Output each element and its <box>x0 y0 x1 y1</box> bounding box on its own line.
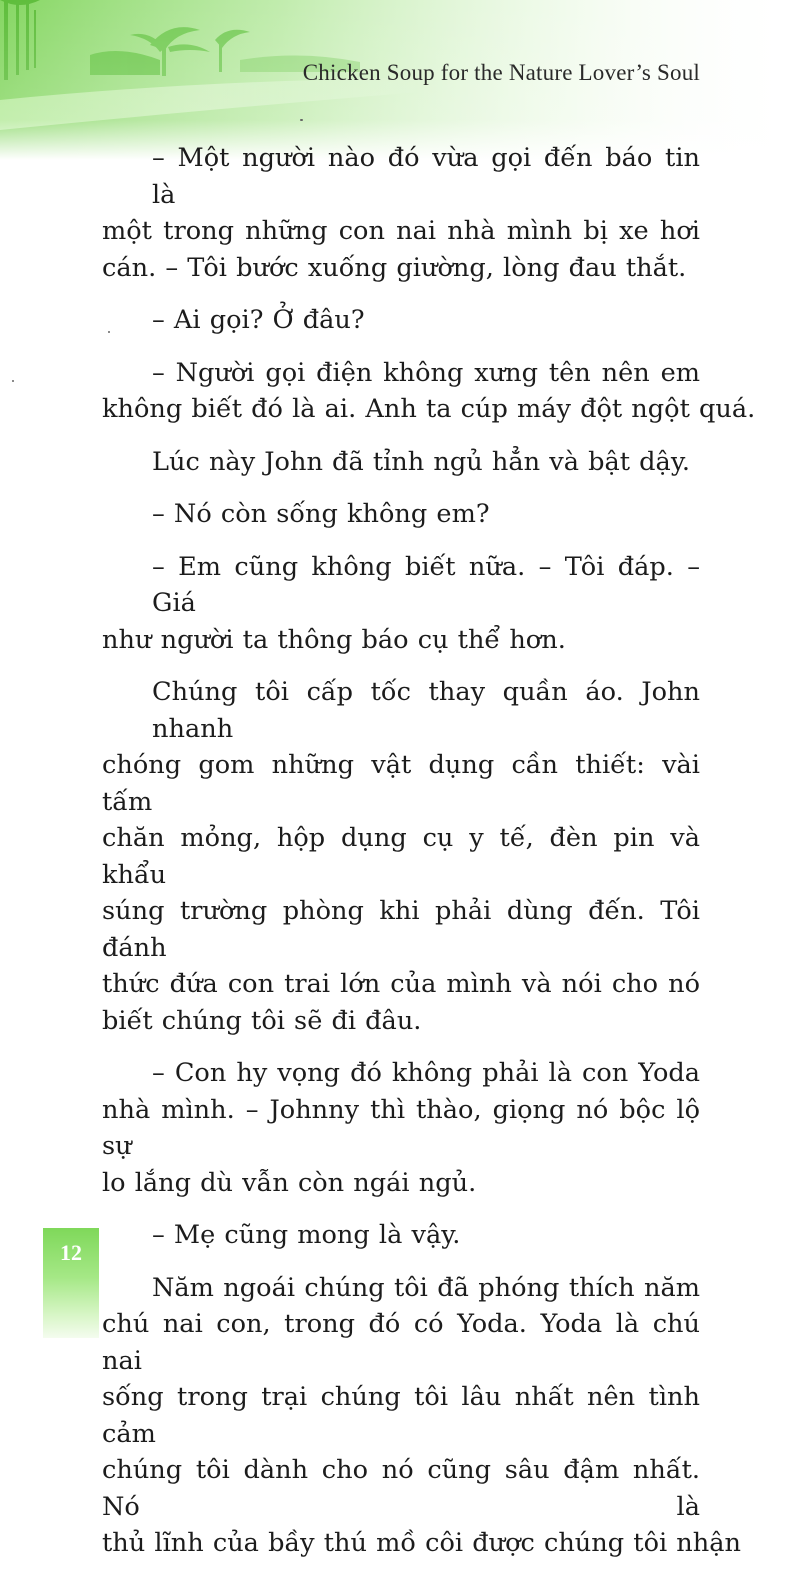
paragraph <box>102 496 700 533</box>
text-line: Năm ngoái chúng tôi đã phóng thích năm <box>152 1272 700 1303</box>
text-line: chú nai con, trong đó có Yoda. Yoda là chú nai <box>102 1309 700 1376</box>
paragraph <box>102 1055 700 1201</box>
text-line: chăn mỏng, hộp dụng cụ y tế, đèn pin và khẩu <box>102 823 700 890</box>
text-line: – Người gọi điện không xưng tên nên em <box>152 357 700 388</box>
text-line: súng trường phòng khi phải dùng đến. Tôi đánh <box>102 896 700 963</box>
text-line: như người ta thông báo cụ thể hơn. <box>102 624 566 655</box>
text-line: một trong những con nai nhà mình bị xe hơi <box>102 216 700 246</box>
text-line: chóng gom những vật dụng cần thiết: vài tấm <box>102 750 700 817</box>
print-speck <box>12 380 14 382</box>
print-speck <box>300 119 303 121</box>
text-line: – Con hy vọng đó không phải là con Yoda <box>152 1058 700 1088</box>
running-title: Chicken Soup for the Nature Lover’s Soul <box>302 60 700 85</box>
text-line: – Mẹ cũng mong là vậy. <box>152 1220 461 1250</box>
text-line: biết chúng tôi sẽ đi đâu. <box>102 1005 422 1036</box>
paragraph <box>102 444 700 481</box>
text-line: sống trong trại chúng tôi lâu nhất nên tình cảm <box>102 1382 700 1449</box>
paragraph <box>102 302 700 339</box>
text-line: nhà mình. – Johnny thì thào, giọng nó bộc lộ sự <box>102 1094 700 1161</box>
text-line: thức đứa con trai lớn của mình và nói cho nó <box>102 969 700 999</box>
text-line: – Một người nào đó vừa gọi đến báo tin là <box>152 143 700 210</box>
text-line: – Nó còn sống không em? <box>152 499 490 529</box>
text-line: chúng tôi dành cho nó cũng sâu đậm nhất. Nó là <box>102 1455 700 1522</box>
paragraph <box>102 1217 700 1254</box>
paragraph <box>102 674 700 1039</box>
paragraph <box>102 140 700 286</box>
text-line: Chúng tôi cấp tốc thay quần áo. John nhanh <box>152 677 700 744</box>
paragraph <box>102 549 700 659</box>
paragraph <box>102 1270 742 1562</box>
paragraph <box>102 355 756 428</box>
text-line: thủ lĩnh của bầy thú mồ côi được chúng tôi nhận <box>102 1528 742 1558</box>
text-line: – Em cũng không biết nữa. – Tôi đáp. – Giá <box>152 551 700 618</box>
text-line: không biết đó là ai. Anh ta cúp máy đột ngột quá. <box>102 394 756 424</box>
text-line: Lúc này John đã tỉnh ngủ hẳn và bật dậy. <box>152 446 691 477</box>
text-line: – Ai gọi? Ở đâu? <box>152 305 365 335</box>
text-line: lo lắng dù vẫn còn ngái ngủ. <box>102 1167 477 1198</box>
text-line: cán. – Tôi bước xuống giường, lòng đau thắt. <box>102 252 687 283</box>
body-text <box>102 140 756 1578</box>
page-number: 12 <box>60 1240 82 1265</box>
